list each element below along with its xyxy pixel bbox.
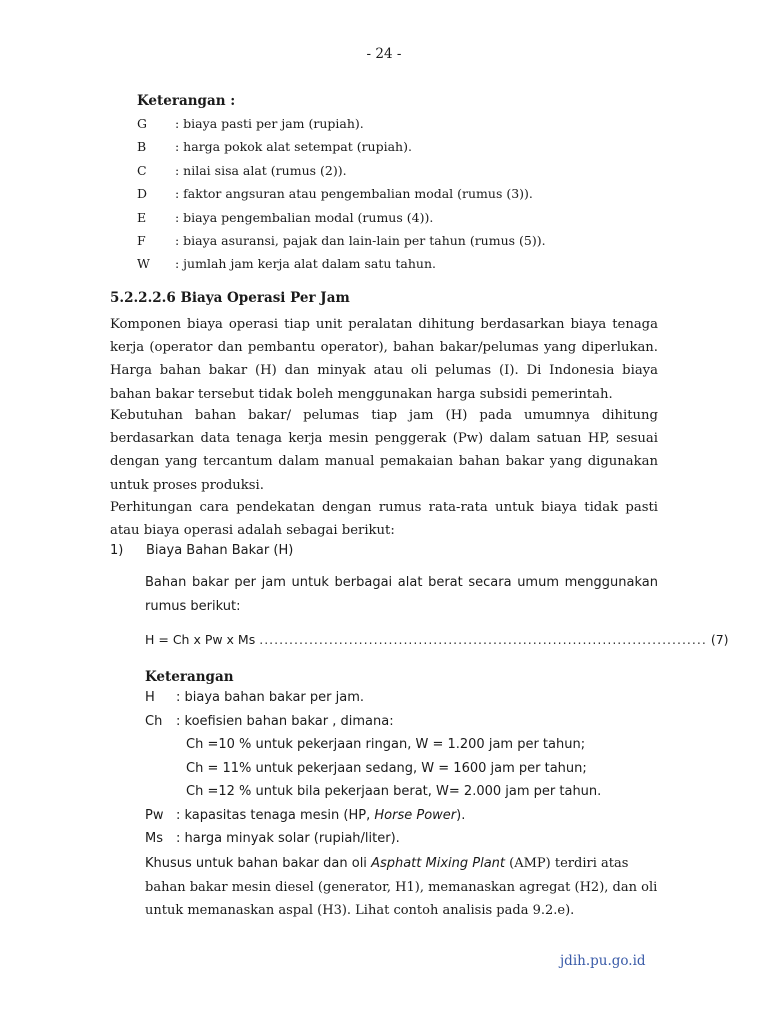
legend-description: : nilai sisa alat (rumus (2)). — [175, 162, 347, 178]
legend-symbol: G — [137, 116, 147, 131]
legend-symbol: C — [137, 162, 147, 178]
legend-row — [137, 116, 697, 139]
keterangan-description: Ch =12 % untuk bila pekerjaan berat, W= 2.000 jam per tahun. — [186, 784, 602, 799]
legend-row — [137, 186, 697, 209]
closing-italic: Asphatt Mixing Plant — [371, 856, 506, 871]
formula-line — [145, 632, 729, 647]
keterangan-description: Ch =10 % untuk pekerjaan ringan, W = 1.200 jam per tahun; — [186, 737, 586, 752]
list-item-heading — [110, 543, 293, 558]
pw-desc-text: : kapasitas tenaga mesin (HP, — [176, 807, 375, 823]
legend-row — [137, 256, 697, 279]
keterangan-heading: Keterangan — [145, 669, 234, 685]
keterangan-symbol: Ch — [145, 713, 163, 729]
legend-row — [137, 139, 697, 162]
legend-row — [137, 233, 697, 256]
list-item-title: Biaya Bahan Bakar (H) — [146, 543, 294, 558]
closing-paragraph — [145, 852, 658, 923]
formula-number: (7) — [710, 632, 729, 647]
closing-text: Khusus untuk bahan bakar dan oli — [145, 856, 372, 871]
keterangan-heading: Keterangan : — [137, 93, 236, 109]
section-heading: 5.2.2.2.6 Biaya Operasi Per Jam — [110, 290, 350, 306]
legend-description: : jumlah jam kerja alat dalam satu tahun. — [175, 256, 436, 272]
legend-list — [137, 116, 697, 280]
keterangan-description: : koefisien bahan bakar , dimana: — [176, 713, 394, 729]
footer-website: jdih.pu.go.id — [560, 953, 646, 969]
body-paragraph: Komponen biaya operasi tiap unit peralatan dihitung berdasarkan biaya tenaga kerja (operator dan pembantu operator), bahan bakar/pelumas yang diperlukan. Harga bahan bakar (H) dan minyak atau oli pelumas (I). Di Indonesia biaya bahan bakar tersebut tidak boleh menggunakan harga subsidi pemerintah. — [110, 317, 658, 402]
legend-description: : faktor angsuran atau pengembalian modal (rumus (3)). — [175, 186, 533, 202]
pw-desc-italic: Horse Power — [374, 807, 457, 823]
list-item-description: Bahan bakar per jam untuk berbagai alat berat secara umum menggunakan rumus berikut: — [145, 575, 658, 614]
keterangan-symbol: H — [145, 690, 155, 705]
formula-expression: H = Ch x Pw x Ms — [145, 632, 256, 647]
legend-symbol: W — [137, 256, 150, 272]
legend-symbol: B — [137, 139, 147, 155]
legend-symbol: F — [137, 232, 146, 248]
page-number: - 24 - — [366, 46, 402, 62]
list-number: 1) — [110, 543, 124, 558]
keterangan-description: Ch = 11% untuk pekerjaan sedang, W = 1600 jam per tahun; — [186, 760, 587, 776]
legend-description: : harga pokok alat setempat (rupiah). — [175, 139, 412, 155]
body-paragraph: Perhitungan cara pendekatan dengan rumus rata-rata untuk biaya tidak pasti atau biaya operasi adalah sebagai berikut: — [110, 500, 658, 539]
formula-leader-dots: .......................................................................................... — [259, 632, 707, 647]
legend-symbol: E — [137, 209, 147, 225]
legend-symbol: D — [137, 186, 148, 202]
legend-description: : biaya pengembalian modal (rumus (4)). — [175, 209, 434, 225]
keterangan-description: : harga minyak solar (rupiah/liter). — [176, 831, 400, 846]
keterangan-symbol: Pw — [145, 807, 164, 823]
body-paragraph: Kebutuhan bahan bakar/ pelumas tiap jam (H) pada umumnya dihitung berdasarkan data tenaga kerja mesin penggerak (Pw) dalam satuan HP, sesuai dengan yang tercantum dalam manual pemakaian bahan bakar yang digunakan untuk proses produksi. — [110, 408, 658, 493]
keterangan-description — [176, 808, 465, 823]
legend-description: : biaya pasti per jam (rupiah). — [175, 116, 364, 131]
pw-desc-end: ). — [456, 807, 466, 823]
legend-description: : biaya asuransi, pajak dan lain-lain per tahun (rumus (5)). — [175, 232, 546, 248]
keterangan-description: : biaya bahan bakar per jam. — [176, 690, 364, 705]
legend-row — [137, 210, 697, 233]
keterangan-symbol: Ms — [145, 831, 163, 846]
legend-row — [137, 163, 697, 186]
closing-text-end: (AMP) terdiri atas bahan bakar mesin diesel (generator, H1), memanaskan agregat (H2), dan oli untuk memanaskan aspal (H3). Lihat contoh analisis pada 9.2.e). — [145, 856, 658, 918]
